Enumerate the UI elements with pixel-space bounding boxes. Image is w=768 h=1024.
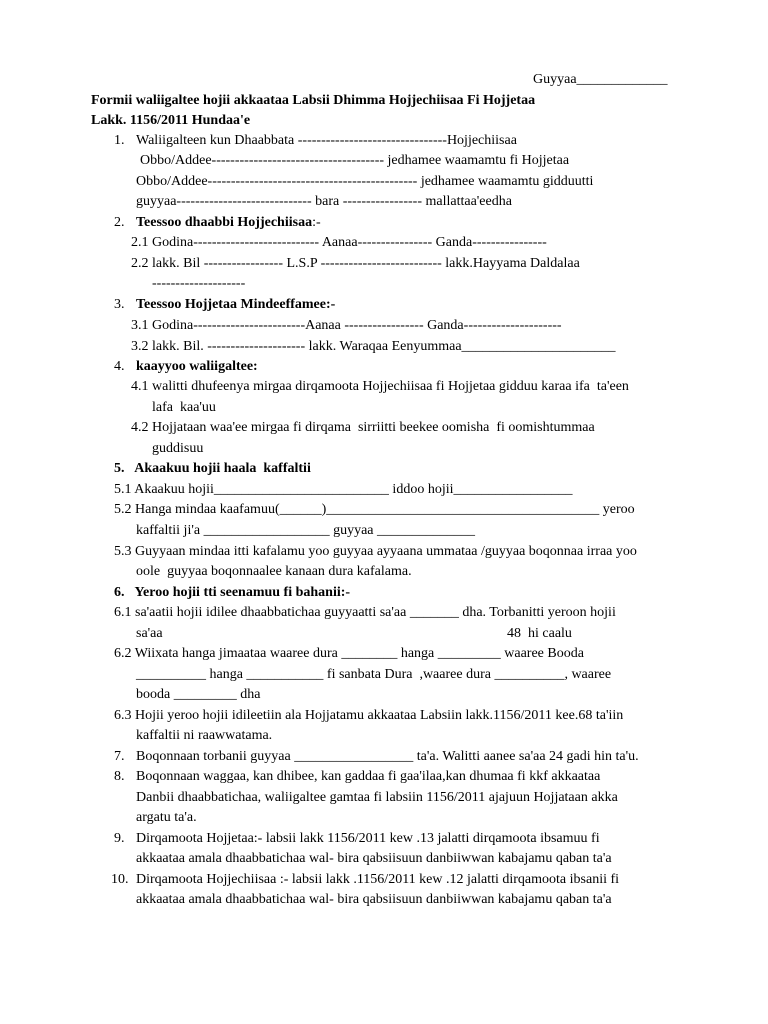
section-4-title: kaayyoo waliigaltee: — [136, 359, 258, 374]
section-6-line: sa'aa — [136, 626, 163, 641]
section-4-line: lafa kaa'uu — [152, 400, 216, 415]
section-6-line: 6.2 Wiixata hanga jimaataa waaree dura ________ hanga _________ waaree Booda — [114, 646, 584, 661]
section-7-line: Boqonnaan torbanii guyyaa _________________ ta'a. Walitti aanee sa'aa 24 gadi hin ta'u. — [136, 749, 639, 764]
section-2-line: -------------------- — [152, 276, 246, 291]
section-8-line: Danbii dhaabbatichaa, waliigaltee gamtaa fi labsiin 1156/2011 ajajuun Hojjataan akka — [136, 790, 618, 805]
section-3-line: 3.2 lakk. Bil. --------------------- lakk. Waraqaa Eenyummaa______________________ — [131, 339, 616, 354]
section-8-line: argatu ta'a. — [136, 810, 197, 825]
section-5-line: oole guyyaa boqonnaalee kanaan dura kafalama. — [136, 564, 412, 579]
section-2-title: Teessoo dhaabbi Hojjechiisaa — [136, 215, 313, 230]
section-4-line: 4.1 walitti dhufeenya mirgaa dirqamoota Hojjechiisaa fi Hojjetaa gidduu karaa ifa ta'een — [131, 379, 629, 394]
section-8-line: Boqonnaan waggaa, kan dhibee, kan gaddaa fi gaa'ilaa,kan dhumaa fi kkf akkaataa — [136, 769, 601, 784]
section-6-line: booda _________ dha — [136, 687, 261, 702]
section-2-line: 2.2 lakk. Bil ----------------- L.S.P -------------------------- lakk.Hayyama Daldalaa — [131, 256, 580, 271]
section-10-line: Dirqamoota Hojjechiisaa :- labsii lakk .1156/2011 kew .12 jalatti dirqamoota ibsanii fi — [136, 872, 620, 887]
section-6-line: 6.3 Hojii yeroo hojii idileetiin ala Hojjatamu akkaataa Labsiin lakk.1156/2011 kee.68 ta'iin — [114, 708, 624, 723]
section-5-line: 5.1 Akaakuu hojii_________________________ iddoo hojii_________________ — [114, 482, 573, 497]
section-2-colon: :- — [312, 215, 321, 230]
section-2-heading — [136, 214, 321, 232]
section-6-line: 48 hi caalu — [507, 626, 572, 641]
section-3-number: 3. — [114, 297, 125, 312]
section-2-number: 2. — [114, 215, 125, 230]
section-1-line: Obbo/Addee--------------------------------------------- jedhamee waamamtu gidduutti — [136, 174, 594, 189]
section-9-line: akkaataa amala dhaabbatichaa wal- bira qabsiisuun danbiiwwan kabajamu qaban ta'a — [136, 851, 612, 866]
section-10-line: akkaataa amala dhaabbatichaa wal- bira qabsiisuun danbiiwwan kabajamu qaban ta'a — [136, 892, 612, 907]
section-4-number: 4. — [114, 359, 125, 374]
section-6-line: __________ hanga ___________ fi sanbata Dura ,waaree dura __________, waaree — [136, 667, 612, 682]
section-8-number: 8. — [114, 769, 125, 784]
section-1-line: Waliigalteen kun Dhaabbata --------------------------------Hojjechiisaa — [136, 133, 517, 148]
section-6-line: 6.1 sa'aatii hojii idilee dhaabbatichaa guyyaatti sa'aa _______ dha. Torbanitti yeroon hojii — [114, 605, 616, 620]
section-1-line: guyyaa----------------------------- bara ----------------- mallattaa'eedha — [136, 194, 512, 209]
section-1-line: Obbo/Addee------------------------------------- jedhamee waamamtu fi Hojjetaa — [140, 153, 570, 168]
section-3-title: Teessoo Hojjetaa Mindeeffamee:- — [136, 297, 336, 312]
section-5-title: 5. Akaakuu hojii haala kaffaltii — [114, 461, 311, 476]
section-5-line: kaffaltii ji'a __________________ guyyaa ______________ — [136, 523, 476, 538]
law-reference: Lakk. 1156/2011 Hundaa'e — [91, 113, 251, 128]
section-9-number: 9. — [114, 831, 125, 846]
form-title: Formii waliigaltee hojii akkaataa Labsii Dhimma Hojjechiisaa Fi Hojjetaa — [91, 93, 536, 108]
section-5-line: 5.2 Hanga mindaa kaafamuu(______)_______________________________________ yeroo — [114, 502, 635, 517]
section-4-line: guddisuu — [152, 441, 204, 456]
section-6-title: 6. Yeroo hojii tti seenamuu fi bahanii:- — [114, 585, 351, 600]
section-1-number: 1. — [114, 133, 125, 148]
section-6-line: kaffaltii ni raawwatama. — [136, 728, 273, 743]
section-9-line: Dirqamoota Hojjetaa:- labsii lakk 1156/2011 kew .13 jalatti dirqamoota ibsamuu fi — [136, 831, 600, 846]
section-10-number: 10. — [111, 872, 129, 887]
section-2-line: 2.1 Godina--------------------------- Aanaa---------------- Ganda---------------- — [131, 235, 547, 250]
section-3-line: 3.1 Godina------------------------Aanaa ----------------- Ganda--------------------- — [131, 318, 562, 333]
section-4-line: 4.2 Hojjataan waa'ee mirgaa fi dirqama sirriitti beekee oomisha fi oomishtummaa — [131, 420, 595, 435]
date-field-label: Guyyaa_____________ — [533, 72, 668, 87]
section-5-line: 5.3 Guyyaan mindaa itti kafalamu yoo guyyaa ayyaana ummataa /guyyaa boqonnaa irraa yoo — [114, 544, 637, 559]
section-7-number: 7. — [114, 749, 125, 764]
